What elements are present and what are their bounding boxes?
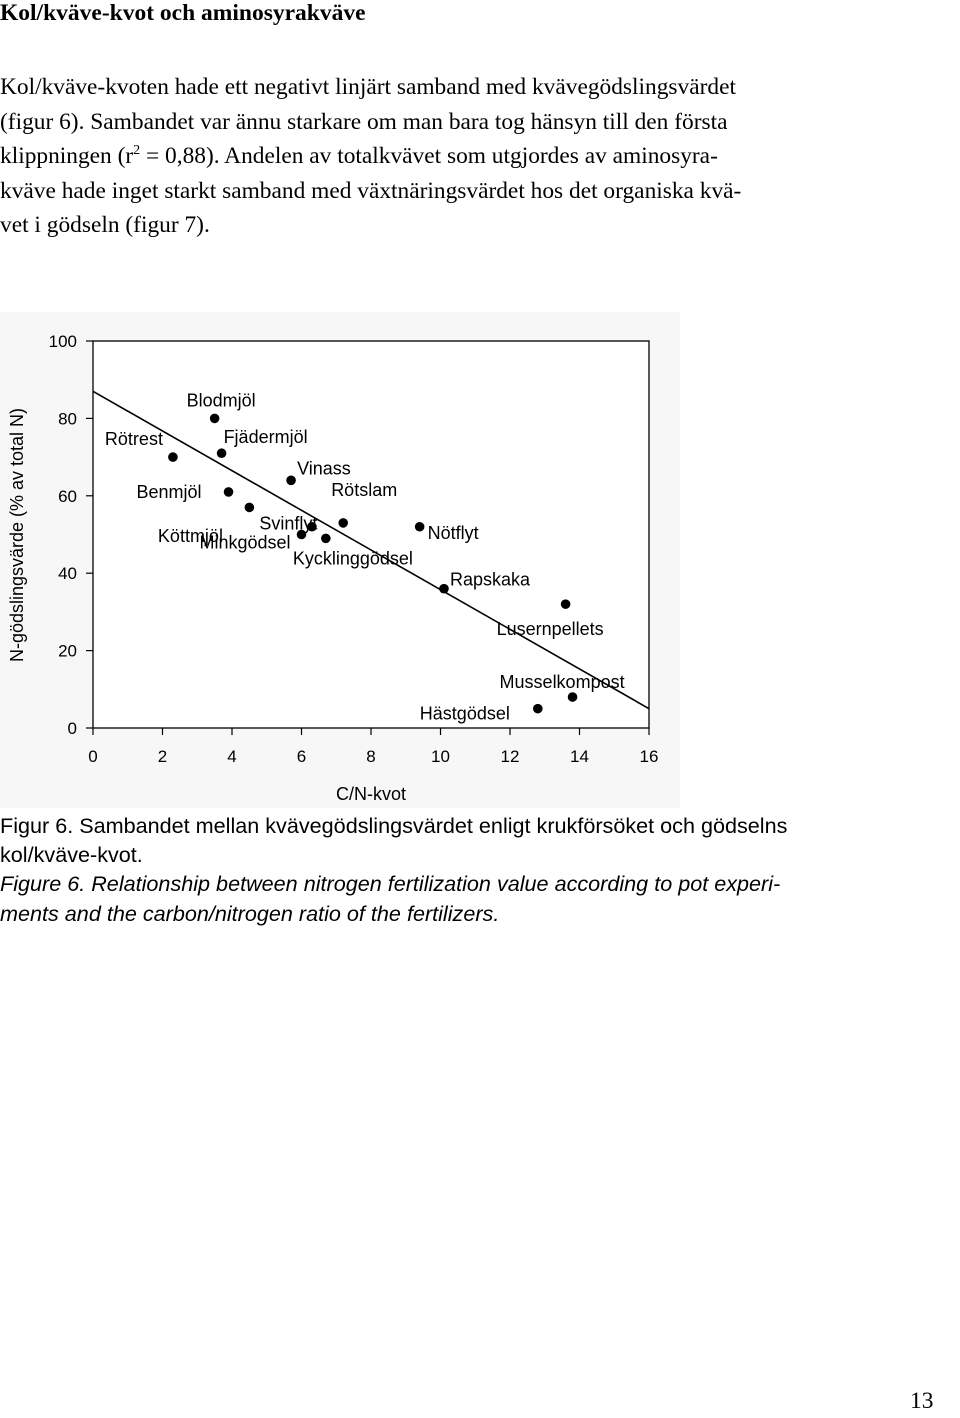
point-label: Rötrest bbox=[104, 429, 163, 450]
data-point bbox=[210, 414, 220, 424]
data-point bbox=[321, 534, 331, 544]
x-tick-label: 0 bbox=[88, 747, 98, 766]
page-number: 13 bbox=[910, 1388, 934, 1414]
caption-swedish-line-2: kol/kväve-kvot. bbox=[0, 842, 143, 868]
data-point bbox=[224, 487, 234, 497]
paragraph-line-3-end: = 0,88). Andelen av totalkvävet som utgjordes av aminosyra- bbox=[140, 143, 718, 169]
data-point bbox=[245, 503, 255, 513]
point-label: Blodmjöl bbox=[186, 390, 256, 411]
scatter-chart bbox=[0, 312, 680, 808]
data-point bbox=[217, 448, 227, 458]
section-heading: Kol/kväve-kvot och aminosyrakväve bbox=[0, 0, 366, 26]
r-squared-superscript: 2 bbox=[133, 143, 141, 158]
figure-caption bbox=[0, 811, 950, 928]
data-point bbox=[286, 476, 296, 486]
paragraph-line-2: (figur 6). Sambandet var ännu starkare om man bara tog hänsyn till den första bbox=[0, 108, 728, 135]
x-tick-label: 4 bbox=[227, 747, 237, 766]
x-tick-label: 6 bbox=[296, 747, 307, 766]
point-label: Fjädermjöl bbox=[223, 427, 308, 448]
point-label: Rötslam bbox=[331, 479, 398, 500]
point-label: Lusernpellets bbox=[496, 619, 604, 640]
x-tick-label: 14 bbox=[570, 747, 589, 766]
data-point bbox=[415, 522, 425, 532]
caption-english-line-1: Figure 6. Relationship between nitrogen fertilization value according to pot experi- bbox=[0, 871, 781, 897]
data-point bbox=[568, 692, 578, 702]
x-tick-label: 2 bbox=[157, 747, 168, 766]
y-axis-label: N-gödslingsvärde (% av total N) bbox=[7, 407, 27, 663]
point-label: Rapskaka bbox=[449, 569, 531, 590]
x-tick-label: 10 bbox=[431, 747, 450, 766]
data-point bbox=[338, 518, 348, 528]
paragraph-line-5: vet i gödseln (figur 7). bbox=[0, 212, 210, 238]
y-tick-label: 60 bbox=[58, 486, 77, 506]
point-label: Vinass bbox=[297, 458, 351, 479]
paragraph-line-3 bbox=[0, 139, 950, 174]
x-tick-label: 8 bbox=[366, 747, 376, 766]
point-label: Musselkompost bbox=[499, 672, 625, 693]
y-tick-label: 0 bbox=[67, 719, 77, 738]
point-label: Nötflyt bbox=[427, 522, 479, 543]
point-label: Svinflyt bbox=[259, 513, 318, 534]
x-tick-label: 12 bbox=[500, 747, 520, 766]
data-point bbox=[168, 452, 178, 462]
point-label: Hästgödsel bbox=[419, 703, 510, 724]
point-label: Kycklinggödsel bbox=[292, 548, 413, 569]
point-label: Minkgödsel bbox=[199, 532, 291, 553]
caption-swedish-line-1: Figur 6. Sambandet mellan kvävegödslingsvärdet enligt krukförsöket och gödselns bbox=[0, 813, 788, 838]
paragraph-line-3-start: klippningen (r bbox=[0, 143, 134, 169]
paragraph-line-1: Kol/kväve-kvoten hade ett negativt linjärt samband med kvävegödslingsvärdet bbox=[0, 74, 736, 100]
y-tick-label: 20 bbox=[58, 641, 77, 661]
caption-english-line-2: ments and the carbon/nitrogen ratio of the fertilizers. bbox=[0, 900, 500, 926]
y-tick-label: 100 bbox=[48, 332, 77, 351]
body-paragraph bbox=[0, 70, 950, 243]
paragraph-line-4: kväve hade inget starkt samband med växtnäringsvärdet hos det organiska kvä- bbox=[0, 177, 742, 204]
data-point bbox=[533, 704, 543, 714]
data-point bbox=[439, 584, 449, 594]
data-point bbox=[561, 599, 571, 609]
point-label: Köttmjöl bbox=[157, 525, 223, 546]
point-label: Benmjöl bbox=[136, 481, 202, 502]
y-tick-label: 80 bbox=[58, 409, 77, 429]
x-tick-label: 16 bbox=[639, 747, 659, 766]
x-axis-label: C/N-kvot bbox=[335, 784, 407, 804]
y-tick-label: 40 bbox=[58, 564, 77, 584]
